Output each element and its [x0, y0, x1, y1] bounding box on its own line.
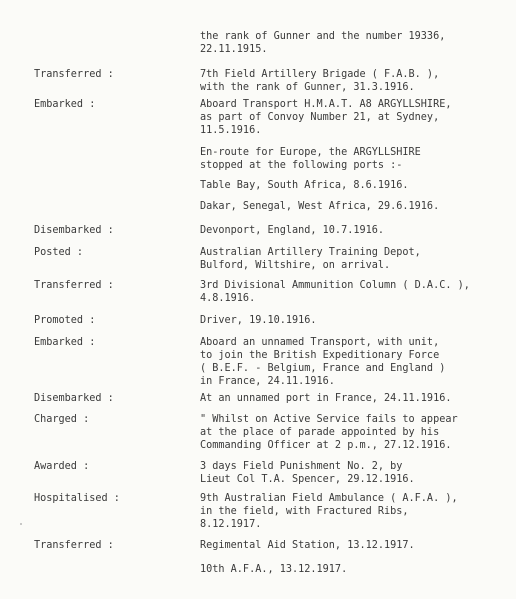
entry-line: En-route for Europe, the ARGYLLSHIRE: [200, 147, 421, 158]
entry-label: Transferred :: [34, 69, 114, 80]
entry-line: Aboard an unnamed Transport, with unit,: [200, 337, 440, 348]
entry-text: [200, 246, 421, 272]
entry-text: [200, 98, 451, 137]
entry-line: at the place of parade appointed by his: [200, 427, 440, 438]
entry-line: Regimental Aid Station, 13.12.1917.: [200, 540, 415, 551]
entry-line: 10th A.F.A., 13.12.1917.: [200, 564, 348, 575]
entry-label: Embarked :: [34, 99, 96, 110]
entry-line: At an unnamed port in France, 24.11.1916.: [200, 393, 452, 404]
entry-text: [200, 224, 384, 237]
entry-text: [200, 539, 415, 552]
entry-label: Disembarked :: [34, 393, 114, 404]
entry-line: in the field, with Fractured Ribs,: [200, 506, 409, 517]
entry-label: Awarded :: [34, 461, 90, 472]
entry-line: 11.5.1916.: [200, 125, 262, 136]
entry-line: Table Bay, South Africa, 8.6.1916.: [200, 180, 409, 191]
entry-label: Posted :: [34, 247, 84, 258]
entry-line: with the rank of Gunner, 31.3.1916.: [200, 82, 415, 93]
entry-text: [200, 314, 317, 327]
entry-line: to join the British Expeditionary Force: [200, 350, 440, 361]
entry-label: Promoted :: [34, 315, 96, 326]
entry-line: Commanding Officer at 2 p.m., 27.12.1916.: [200, 440, 452, 451]
entry-line: 9th Australian Field Ambulance ( A.F.A. ),: [200, 493, 458, 504]
entry-text: [200, 200, 439, 213]
entry-label: Transferred :: [34, 280, 114, 291]
entry-line: Bulford, Wiltshire, on arrival.: [200, 260, 391, 271]
entry-text: [200, 392, 451, 405]
entry-text: [200, 179, 409, 192]
entry-line: Dakar, Senegal, West Africa, 29.6.1916.: [200, 201, 440, 212]
entry-line: 22.11.1915.: [200, 44, 268, 55]
entry-text: [200, 336, 445, 388]
entry-line: " Whilst on Active Service fails to appear: [200, 414, 458, 425]
entry-text: [200, 460, 415, 486]
entry-text: [200, 68, 439, 94]
entry-text: [200, 492, 458, 531]
entry-label: Charged :: [34, 414, 90, 425]
entry-line: 7th Field Artillery Brigade ( F.A.B. ),: [200, 69, 440, 80]
entry-line: the rank of Gunner and the number 19336,: [200, 31, 446, 42]
entry-line: Driver, 19.10.1916.: [200, 315, 317, 326]
entry-text: [200, 146, 421, 172]
entry-text: [200, 413, 458, 452]
entry-label: Transferred :: [34, 540, 114, 551]
entry-line: stopped at the following ports :-: [200, 160, 403, 171]
entry-line: Aboard Transport H.M.A.T. A8 ARGYLLSHIRE,: [200, 99, 452, 110]
entry-line: ( B.E.F. - Belgium, France and England ): [200, 363, 446, 374]
entry-line: 3 days Field Punishment No. 2, by: [200, 461, 403, 472]
entry-text: [200, 279, 470, 305]
entry-line: Australian Artillery Training Depot,: [200, 247, 421, 258]
entry-line: 8.12.1917.: [200, 519, 262, 530]
entry-text: [200, 563, 347, 576]
entry-line: 4.8.1916.: [200, 293, 256, 304]
entry-line: Lieut Col T.A. Spencer, 29.12.1916.: [200, 474, 415, 485]
entry-label: Disembarked :: [34, 225, 114, 236]
entry-line: in France, 24.11.1916.: [200, 376, 335, 387]
scan-speck: [20, 523, 22, 525]
entry-line: as part of Convoy Number 21, at Sydney,: [200, 112, 440, 123]
entry-label: Hospitalised :: [34, 493, 120, 504]
entry-line: 3rd Divisional Ammunition Column ( D.A.C. ),: [200, 280, 470, 291]
entry-label: Embarked :: [34, 337, 96, 348]
entry-line: Devonport, England, 10.7.1916.: [200, 225, 385, 236]
entry-text: [200, 30, 445, 56]
